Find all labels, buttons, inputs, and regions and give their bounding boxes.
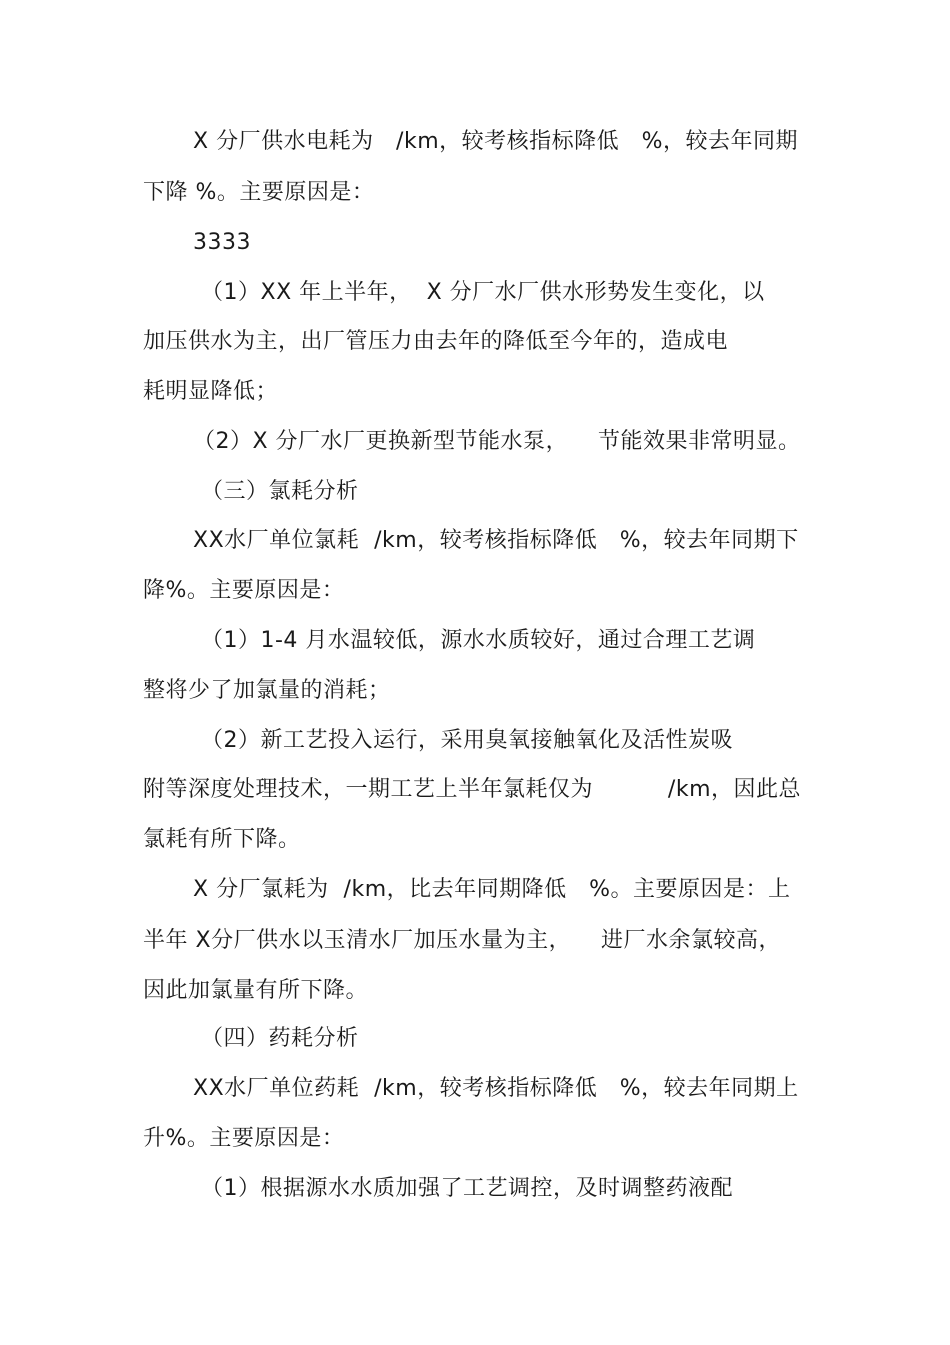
text-line: （1）1-4 月水温较低，源水水质较好，通过合理工艺调 bbox=[201, 628, 756, 653]
text-line: 下降 %。主要原因是： bbox=[143, 180, 375, 205]
section-heading: （三）氯耗分析 bbox=[201, 479, 359, 504]
section-heading: （四）药耗分析 bbox=[201, 1026, 359, 1051]
text-line: 附等深度处理技术，一期工艺上半年氯耗仅为 /km，因此总 bbox=[143, 777, 802, 802]
text-line: XX水厂单位氯耗 /km，较考核指标降低 %，较去年同期下 bbox=[193, 528, 799, 553]
text-line: （2）新工艺投入运行，采用臭氧接触氧化及活性炭吸 bbox=[201, 728, 733, 753]
text-line: 氯耗有所下降。 bbox=[143, 827, 301, 852]
text-line: 耗明显降低； bbox=[143, 379, 279, 404]
text-line: 3333 bbox=[193, 230, 251, 255]
text-line: 整将少了加氯量的消耗； bbox=[143, 678, 391, 703]
text-line: 升%。主要原因是： bbox=[143, 1126, 345, 1151]
text-line: XX水厂单位药耗 /km，较考核指标降低 %，较去年同期上 bbox=[193, 1076, 799, 1101]
text-line: X 分厂供水电耗为 /km，较考核指标降低 %，较去年同期 bbox=[193, 129, 799, 154]
text-line: X 分厂氯耗为 /km，比去年同期降低 %。主要原因是：上 bbox=[193, 877, 791, 902]
text-line: 因此加氯量有所下降。 bbox=[143, 978, 369, 1003]
text-line: 加压供水为主，出厂管压力由去年的降低至今年的，造成电 bbox=[143, 329, 729, 354]
text-line: （1）根据源水水质加强了工艺调控，及时调整药液配 bbox=[201, 1176, 733, 1201]
text-line: 降%。主要原因是： bbox=[143, 578, 345, 603]
text-line: （1）XX 年上半年， X 分厂水厂供水形势发生变化，以 bbox=[201, 280, 765, 305]
text-line: 半年 X分厂供水以玉清水厂加压水量为主， 进厂水余氯较高， bbox=[143, 928, 782, 953]
text-line: （2）X 分厂水厂更换新型节能水泵， 节能效果非常明显。 bbox=[193, 429, 801, 454]
